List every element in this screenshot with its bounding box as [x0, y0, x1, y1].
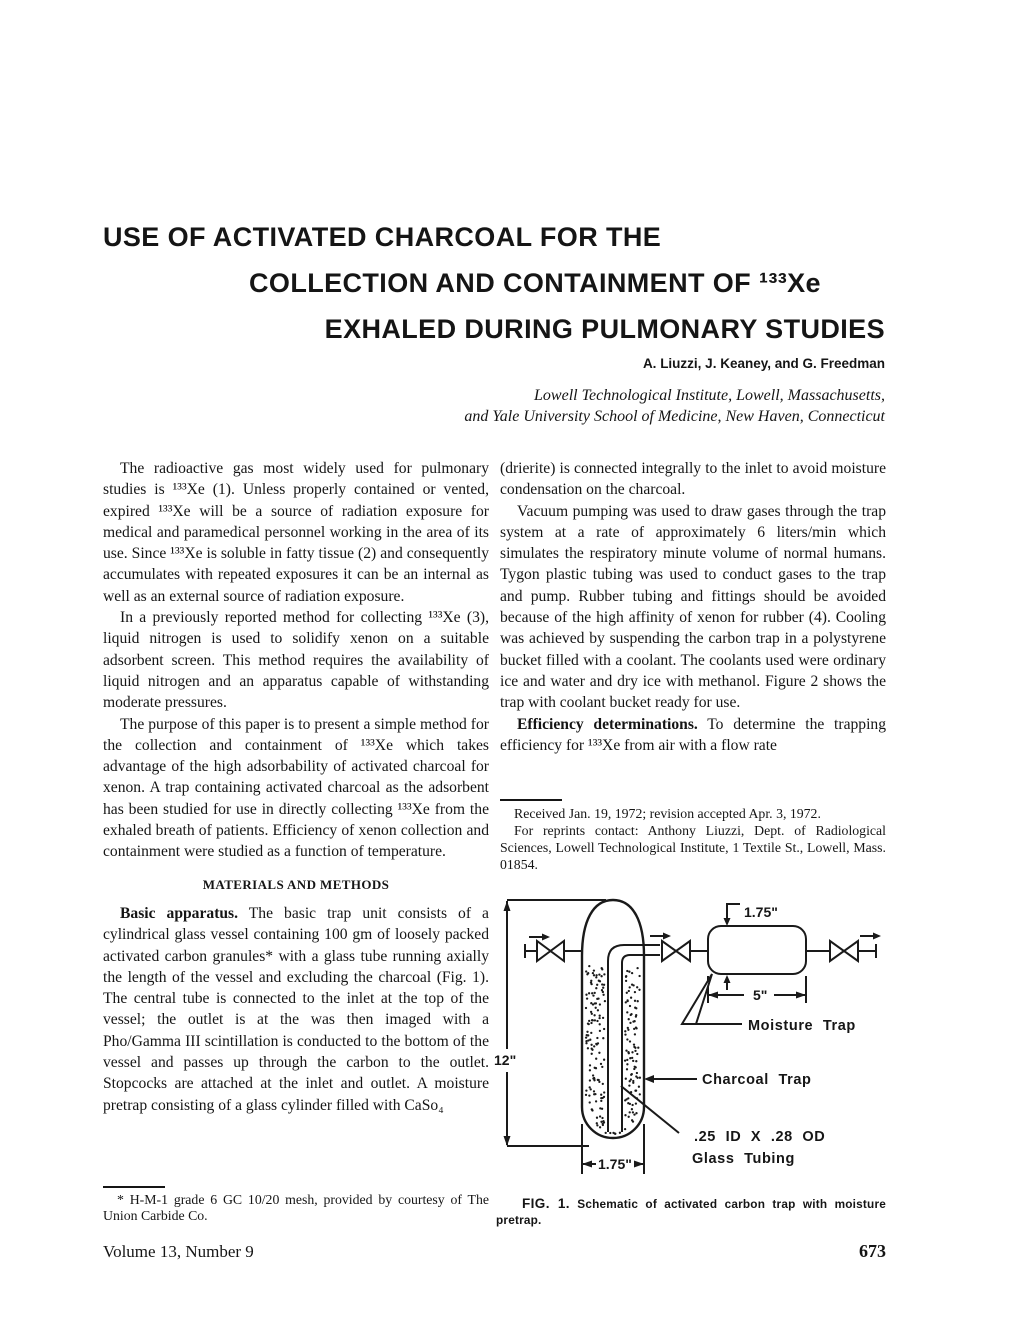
- paragraph-lead-efficiency: Efficiency determinations.: [517, 715, 698, 733]
- dimension-moisture-trap-height: [724, 904, 778, 990]
- footnote-text: * H-M-1 grade 6 GC 10/20 mesh, provided by courtesy of The Union Carbide Co.: [103, 1192, 489, 1223]
- title-line-3: EXHALED DURING PULMONARY STUDIES: [324, 314, 885, 344]
- title-line-1: USE OF ACTIVATED CHARCOAL FOR THE: [103, 222, 662, 252]
- paragraph-lead-basic-apparatus: Basic apparatus.: [120, 904, 239, 922]
- glass-tubing-label-line2: Glass Tubing: [692, 1151, 795, 1167]
- exit-stopcock-icon: [830, 941, 844, 961]
- journal-volume-info: Volume 13, Number 9: [103, 1242, 254, 1261]
- intro-paragraph-1: The radioactive gas most widely used for pulmonary studies is ¹³³Xe (1). Unless properly contained or vented, expired ¹³³Xe will be a source of radiation exposure for medical and paramedical personnel working in the area of its use. Since ¹³³Xe is soluble in fatty tissue (2) and consequently accumulates with repeated exposures it can be an internal as well as an external source of radiation exposure.: [103, 460, 489, 605]
- flow-arrow-icon: [529, 934, 550, 941]
- received-line: Received Jan. 19, 1972; revision accepted Apr. 3, 1972.: [514, 806, 821, 821]
- dimension-trap-width-label: 1.75": [598, 1156, 632, 1172]
- moisture-trap-label: Moisture Trap: [748, 1018, 856, 1034]
- page-number: 673: [859, 1241, 886, 1261]
- moisture-trap-vessel: [708, 926, 806, 974]
- footnote-block: [103, 1186, 489, 1224]
- dimension-trap-width: [582, 1124, 644, 1174]
- section-heading-materials-and-methods: MATERIALS AND METHODS: [202, 876, 390, 892]
- paragraph-text: To determine the trapping efficiency for ¹³³Xe from air with a flow rate: [500, 715, 887, 754]
- figure-caption-lead: FIG. 1.: [522, 1196, 570, 1211]
- label-charcoal-trap: [644, 1072, 812, 1088]
- flow-arrow-icon: [650, 933, 671, 940]
- footnote-rule: [103, 1186, 165, 1188]
- received-reprints-block: [500, 799, 886, 873]
- intro-paragraph-2: In a previously reported method for collecting ¹³³Xe (3), liquid nitrogen is used to solidify xenon on a suitable adsorbent screen. This method requires the availability of liquid nitrogen and an apparatus capable of withstanding moderate pressures.: [103, 609, 489, 712]
- charcoal-stipple: [585, 965, 641, 1135]
- affiliation-line-2: and Yale University School of Medicine, New Haven, Connecticut: [464, 407, 885, 425]
- glass-tubing-label-line1: .25 ID X .28 OD: [694, 1129, 826, 1145]
- dimension-12in: [494, 900, 606, 1146]
- affiliation-block: [103, 386, 885, 427]
- charcoal-trap-label: Charcoal Trap: [702, 1072, 812, 1088]
- title-line-2: COLLECTION AND CONTAINMENT OF ¹³³Xe: [249, 268, 821, 298]
- figure-1-schematic: [492, 884, 938, 1196]
- dimension-moisture-trap-width: [708, 976, 806, 1003]
- continuation-paragraph: (drierite) is connected integrally to the inlet to avoid moisture condensation on the charcoal.: [500, 460, 886, 499]
- inlet-line: [525, 934, 582, 962]
- refs-rule: [500, 799, 562, 801]
- intro-paragraph-3: The purpose of this paper is to present a simple method for the collection and containment of ¹³³Xe which takes advantage of the high adsorbability of activated charcoal for xenon. A trap containing activated charcoal as the adsorbent has been studied for use in directly collecting ¹³³Xe from the exhaled breath of patients. Efficiency of xenon collection and containment were studied as a function of temperature.: [103, 715, 489, 861]
- label-moisture-trap: [682, 974, 856, 1034]
- affiliation-line-1: Lowell Technological Institute, Lowell, Massachusetts,: [534, 387, 885, 404]
- carbon-trap-diagram: [492, 884, 938, 1196]
- vacuum-pumping-paragraph: Vacuum pumping was used to draw gases through the trap system at a rate of approximately 6 liters/min which simulates the respiratory minute volume of normal humans. Tygon plastic tubing was used to conduct gases to the trap and pump. Rubber tubing and fittings should be avoided because of the high affinity of xenon for rubber (4). Cooling was achieved by suspending the carbon trap in a polystyrene bucket filled with a coolant. The coolants used were ordinary ice and water and dry ice with methanol. Figure 2 shows the trap with coolant bucket ready for use.: [500, 502, 886, 712]
- dimension-12in-label: 12": [494, 1052, 517, 1068]
- paragraph-text: The basic trap unit consists of a cylindrical glass vessel containing 100 gm of loosely packed activated carbon granules* with a glass tube running axially the length of the vessel and excluding the charcoal (Fig. 1). The central tube is connected to the inlet at the top of the vessel; the outlet is at the was then imaged with a Pho/Gamma III scintillation is conducted to the bottom of the vessel and passes up through the carbon to the outlet. Stopcocks are attached at the inlet and outlet. A moisture pretrap consisting of a glass cylinder filled with CaSo₄: [103, 904, 489, 1114]
- dimension-mt-height-label: 1.75": [744, 904, 778, 920]
- central-tube: [608, 945, 660, 1132]
- basic-apparatus-paragraph: [103, 903, 489, 1116]
- article-title: [103, 214, 885, 352]
- label-glass-tubing: [621, 1086, 825, 1167]
- figure-caption-text: Schematic of activated carbon trap with moisture pretrap.: [496, 1197, 886, 1227]
- inlet-stopcock-icon: [537, 941, 551, 961]
- dimension-mt-width-label: 5": [753, 987, 768, 1003]
- left-column: [103, 458, 489, 1116]
- figure-caption: [496, 1196, 886, 1228]
- charcoal-vessel: [582, 900, 644, 1138]
- outlet-stopcock-icon: [662, 941, 676, 961]
- efficiency-paragraph: [500, 714, 886, 757]
- exit-line: [806, 933, 881, 962]
- flow-arrow-icon: [860, 933, 881, 940]
- authors-line: A. Liuzzi, J. Keaney, and G. Freedman: [642, 356, 885, 371]
- vessel-outlet-line: [650, 933, 708, 962]
- reprints-line: For reprints contact: Anthony Liuzzi, Dept. of Radiological Sciences, Lowell Technological Institute, 1 Textile St., Lowell, Mass. 01854.: [500, 823, 886, 872]
- right-column: [500, 458, 886, 756]
